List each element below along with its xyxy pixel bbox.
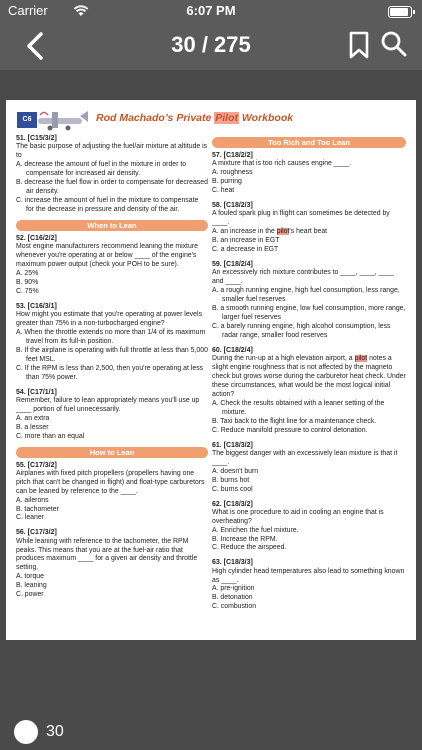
chapter-logo xyxy=(14,108,94,134)
airplane-illustration-icon xyxy=(34,108,92,132)
page-scrubber[interactable] xyxy=(0,712,422,750)
question-52: 52. [C16/2/2] Most engine manufacturers recommend leaning the mixture whenever you're operating at or below ____ of the engine's maximum power output (check your POH to be sure). A. 25% B. 90% C. 75% xyxy=(16,234,198,295)
question-57: 57. [C18/2/2] A mixture that is too rich causes engine ____. A. roughness B. purring C. heat xyxy=(212,152,352,194)
nav-bar xyxy=(0,22,422,70)
section-banner-how-to-lean: How to Lean xyxy=(16,447,208,458)
clock: 6:07 PM xyxy=(186,3,236,18)
question-53: 53. [C16/3/1] How might you estimate that you're operating at power levels greater than 75% in a non-turbocharged engine? A. When the throttle extends no more than 1/4 of its maximum travel from its full-in position. B. If the airplane is operating with full throttle at less than 5,000 feet MSL. C. If the RPM is less than 2,500, then you're operating at less than 75% power. xyxy=(16,302,208,381)
search-icon[interactable] xyxy=(380,30,408,58)
scrubber-thumb[interactable] xyxy=(14,720,38,744)
search-highlight: pilot xyxy=(354,354,368,362)
question-59: 59. [C18/2/4] An excessively rich mixture contributes to ____, ____, ____ and ____. A. a rough running engine, high fuel consumption, less range, smaller fuel reserves B. a smooth running engine, low fuel consumption, more range, larger fuel reserves C. a barely running engine, high alcohol consumption, less radar range, smaller food reserves xyxy=(212,260,406,339)
page-counter: 30 / 275 xyxy=(171,32,251,57)
book-title: Rod Machado’s Private Pilot Workbook xyxy=(96,112,294,124)
chapter-badge: C6 xyxy=(17,112,37,128)
status-bar xyxy=(0,0,422,22)
current-page-label: 30 xyxy=(46,723,64,740)
question-51: 51. [C15/3/2] The basic purpose of adjusting the fuel/air mixture at altitude is to A. decrease the amount of fuel in the mixture in order to compensate for increased air density. B. decrease the fuel flow in order to compensate for decreased air density. C. increase the amount of fuel in the mixture to compensate for the decrease in pressure and density of the air. xyxy=(16,135,208,213)
question-55: 55. [C17/3/2] Airplanes with fixed pitch propellers (propellers having one pitch that can't be changed in flight) and float-type carburetors can be leaned by reference to the ____. A. ailerons B. tachometer C. leaner xyxy=(16,461,205,522)
section-banner-when-to-lean: When to Lean xyxy=(16,220,208,231)
battery-icon xyxy=(388,6,412,18)
section-banner-too-rich-too-lean: Too Rich and Too Lean xyxy=(212,137,406,148)
right-column xyxy=(212,134,406,617)
search-highlight: Pilot xyxy=(215,112,239,124)
question-62: 62. [C18/3/2] What is one procedure to aid in cooling an engine that is overheating? A. Enrichen the fuel mixture. B. Increase the RPM. C. Reduce the airspeed. xyxy=(212,500,384,552)
left-column xyxy=(16,134,208,605)
search-highlight: pilot xyxy=(276,228,290,235)
bookmark-icon[interactable] xyxy=(348,31,370,59)
book-page xyxy=(6,100,416,640)
question-60: 60. [C18/2/4] During the run-up at a high elevation airport, a pilot notes a slight engine roughness that is not affected by the magneto check but grows worse during the carburetor heat check. Under these circumstances, what would be the most logical initial action? A. Check the results obtained with a leaner setting of the mixture. B. Taxi back to the flight line for a maintenance check. C. Reduce manifold pressure to control detonation. xyxy=(212,346,406,434)
question-56: 56. [C17/3/2] While leaning with reference to the tachometer, the RPM peaks. This means that you are at the fuel-air ratio that produces maximum ____ for a given air density and throttle setting. A. torque B. leaning C. power xyxy=(16,529,198,599)
carrier-label: Carrier xyxy=(8,3,48,18)
question-63: 63. [C18/3/3] High cylinder head temperatures also lead to something known as ____. A. pre-ignition B. detonation C. combustion xyxy=(212,559,405,611)
question-54: 54. [C17/1/1] Remember, failure to lean appropriately means you'll use up ____ portion of fuel unnecessarily. A. an extra B. a lesser C. more than an equal xyxy=(16,388,200,440)
page-header xyxy=(6,100,416,132)
question-61: 61. [C18/3/2] The biggest danger with an excessively lean mixture is that it ____. A. doesn't burn B. burns hot C. burns cool xyxy=(212,441,398,493)
question-58: 58. [C18/2/3] A fouled spark plug in flight can sometimes be detected by ____. A. an increase in the pilot's heart beat B. an increase in EGT C. a decrease in EGT xyxy=(212,201,390,253)
